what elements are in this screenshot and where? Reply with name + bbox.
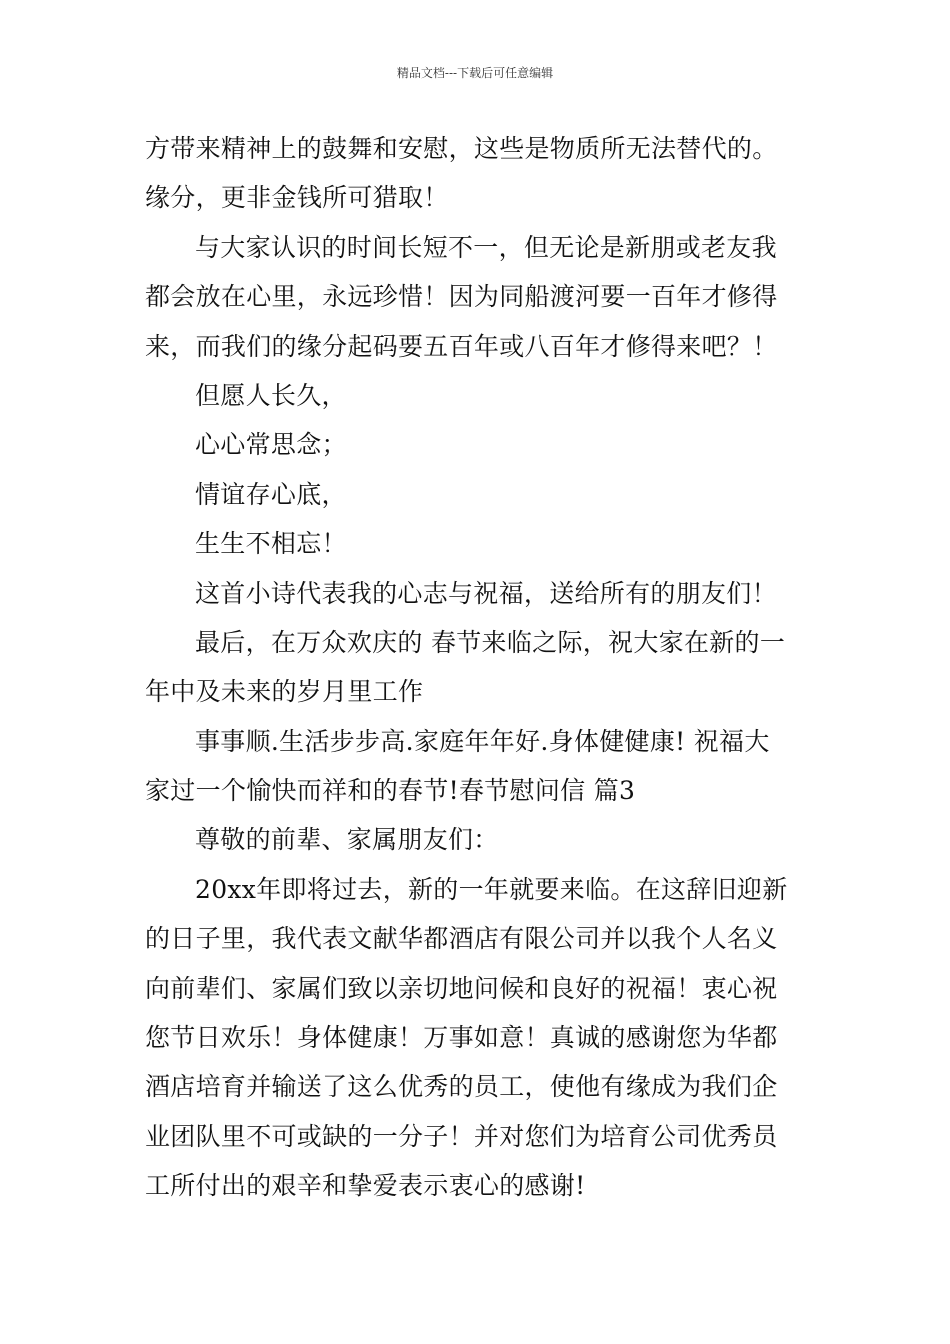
text-line: 事事顺.生活步步高.家庭年年好.身体健健康! 祝福大	[195, 726, 770, 756]
text-line: 酒店培育并输送了这么优秀的员工，使他有缘成为我们企	[145, 1072, 778, 1102]
text-line: 家过一个愉快而祥和的春节!春节慰问信 篇3	[145, 776, 636, 806]
text-line: 与大家认识的时间长短不一，但无论是新朋或老友我	[195, 232, 777, 262]
document-body	[145, 124, 825, 1211]
text-line: 20xx年即将过去，新的一年就要来临。在这辞旧迎新	[195, 874, 788, 904]
text-line: 您节日欢乐！身体健康！万事如意！真诚的感谢您为华都	[145, 1023, 778, 1053]
poem-line: 生生不相忘！	[195, 529, 347, 559]
poem-line: 情谊存心底，	[195, 479, 347, 509]
text-line: 方带来精神上的鼓舞和安慰，这些是物质所无法替代的。	[145, 134, 778, 163]
text-line: 年中及未来的岁月里工作	[145, 677, 424, 707]
text-line: 缘分，更非金钱所可猎取！	[145, 183, 449, 213]
poem-line: 心心常思念；	[195, 430, 347, 460]
page-header: 精品文档---下载后可任意编辑	[396, 66, 554, 80]
text-line: 最后，在万众欢庆的 春节来临之际，祝大家在新的一	[195, 627, 786, 657]
text-line: 来，而我们的缘分起码要五百年或八百年才修得来吧？！	[145, 331, 778, 361]
text-line: 的日子里，我代表文献华都酒店有限公司并以我个人名义	[145, 924, 778, 954]
text-line: 向前辈们、家属们致以亲切地问候和良好的祝福！衷心祝	[145, 973, 778, 1003]
text-line: 工所付出的艰辛和挚爱表示衷心的感谢!	[145, 1171, 586, 1201]
text-line: 业团队里不可或缺的一分子！并对您们为培育公司优秀员	[145, 1121, 778, 1151]
poem-line: 但愿人长久，	[195, 380, 347, 410]
text-line: 这首小诗代表我的心志与祝福，送给所有的朋友们！	[195, 578, 777, 608]
salutation-line: 尊敬的前辈、家属朋友们：	[195, 825, 499, 855]
text-line: 都会放在心里，永远珍惜！因为同船渡河要一百年才修得	[145, 282, 778, 312]
